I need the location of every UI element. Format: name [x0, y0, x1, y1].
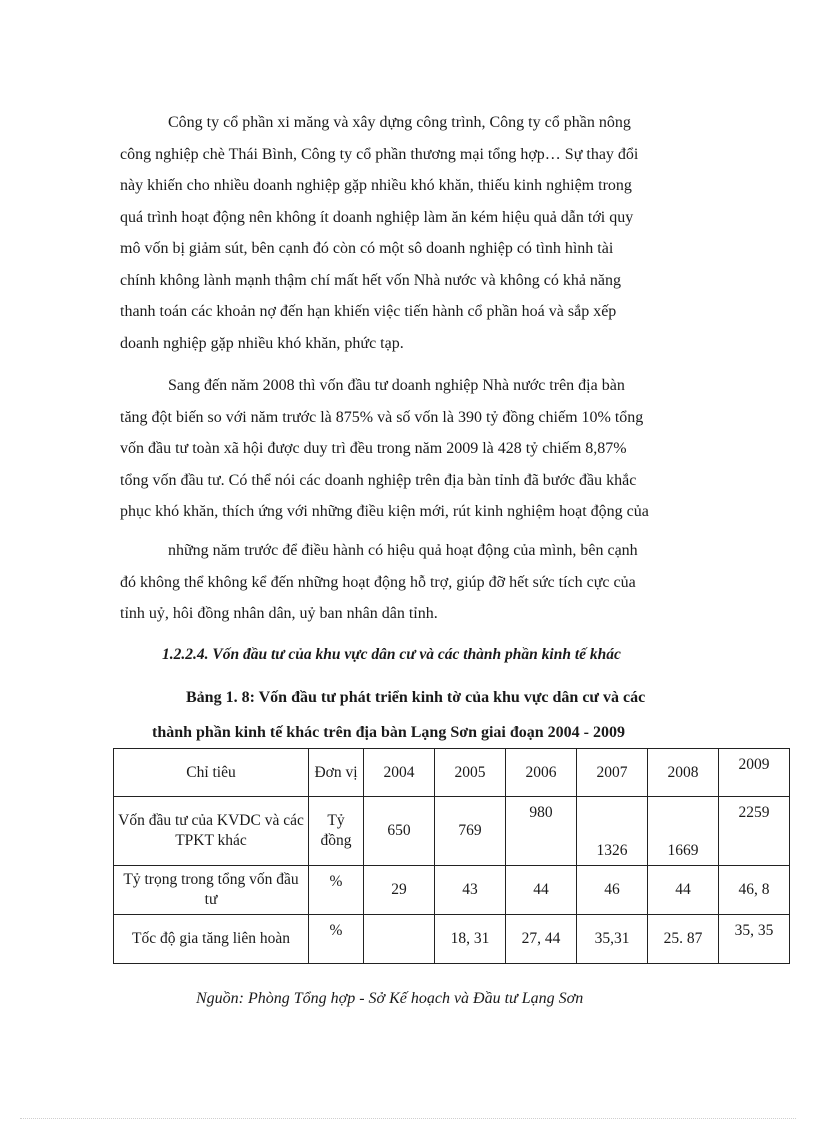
header-year: 2004 [364, 749, 435, 797]
section-heading: 1.2.2.4. Vốn đầu tư của khu vực dân cư và các thành phần kinh tế khác [162, 646, 621, 663]
paragraph-2 [120, 370, 696, 528]
page-bottom-divider [20, 1118, 796, 1119]
header-year: 2005 [435, 749, 506, 797]
header-unit: Đơn vị [309, 749, 364, 797]
row-unit: % [309, 915, 364, 964]
text-line: vốn đầu tư toàn xã hội được duy trì đều trong năm 2009 là 428 tỷ chiếm 8,87% [120, 440, 627, 457]
table-cell: 43 [435, 866, 506, 915]
text-line: công nghiệp chè Thái Bình, Công ty cổ phần thương mại tổng hợp… Sự thay đổi [120, 145, 639, 163]
table-cell: 46, 8 [719, 866, 790, 915]
text-line: doanh nghiệp gặp nhiều khó khăn, phức tạp. [120, 334, 404, 352]
paragraph-1 [120, 107, 696, 359]
row-indicator: Vốn đầu tư của KVDC và các TPKT khác [114, 797, 309, 866]
table-cell: 1326 [577, 797, 648, 866]
row-unit: % [309, 866, 364, 915]
table-caption-line: Bảng 1. 8: Vốn đầu tư phát triển kinh tờ của khu vực dân cư và các [186, 689, 646, 706]
text-line: đó không thể không kể đến những hoạt động hỗ trợ, giúp đỡ hết sức tích cực của [120, 573, 636, 591]
table-cell: 650 [364, 797, 435, 866]
table-cell: 769 [435, 797, 506, 866]
table-cell: 980 [506, 797, 577, 866]
header-year: 2008 [648, 749, 719, 797]
table-row [114, 866, 790, 915]
row-unit: Tỷ đồng [309, 797, 364, 866]
table-cell: 2259 [719, 797, 790, 866]
table-cell: 18, 31 [435, 915, 506, 964]
text-line: tỉnh uỷ, hôi đồng nhân dân, uỷ ban nhân dân tỉnh. [120, 605, 438, 622]
text-line: thanh toán các khoản nợ đến hạn khiến việc tiến hành cổ phần hoá và sắp xếp [120, 303, 617, 320]
data-table [113, 748, 790, 964]
text-line: Công ty cổ phần xi măng và xây dựng công trình, Công ty cổ phần nông [168, 114, 631, 131]
text-line: chính không lành mạnh thậm chí mất hết vốn Nhà nước và không có khả năng [120, 271, 622, 289]
header-indicator: Chỉ tiêu [114, 749, 309, 797]
table-row [114, 915, 790, 964]
table-caption-line: thành phần kinh tế khác trên địa bàn Lạng Sơn giai đoạn 2004 - 2009 [152, 724, 625, 741]
row-indicator: Tỷ trọng trong tổng vốn đầu tư [114, 866, 309, 915]
table-cell [364, 915, 435, 964]
text-line: những năm trước để điều hành có hiệu quả hoạt động của mình, bên cạnh [168, 542, 638, 559]
table-cell: 46 [577, 866, 648, 915]
table-header-row [114, 749, 790, 797]
table-cell: 27, 44 [506, 915, 577, 964]
text-line: Sang đến năm 2008 thì vốn đầu tư doanh nghiệp Nhà nước trên địa bàn [168, 377, 625, 394]
header-year: 2007 [577, 749, 648, 797]
table-row [114, 797, 790, 866]
row-indicator: Tốc độ gia tăng liên hoàn [114, 915, 309, 964]
header-year: 2009 [719, 749, 790, 797]
source-note: Nguồn: Phòng Tổng hợp - Sở Kế hoạch và Đầu tư Lạng Sơn [196, 990, 584, 1007]
text-line: mô vốn bị giảm sút, bên cạnh đó còn có một sô doanh nghiệp có tình hình tài [120, 240, 614, 257]
text-line: này khiến cho nhiều doanh nghiệp gặp nhiều khó khăn, thiếu kinh nghiệm trong [120, 177, 632, 194]
table-cell: 44 [506, 866, 577, 915]
table-cell: 29 [364, 866, 435, 915]
table-cell: 25. 87 [648, 915, 719, 964]
text-line: tổng vốn đầu tư. Có thể nói các doanh nghiệp trên địa bàn tỉnh đã bước đầu khắc [120, 471, 637, 489]
text-line: phục khó khăn, thích ứng với những điều kiện mới, rút kinh nghiệm hoạt động của [120, 503, 649, 520]
table-cell: 35,31 [577, 915, 648, 964]
header-year: 2006 [506, 749, 577, 797]
paragraph-3 [120, 535, 696, 630]
table-cell: 44 [648, 866, 719, 915]
table-caption [120, 680, 696, 750]
text-line: tăng đột biến so với năm trước là 875% và số vốn là 390 tỷ đồng chiếm 10% tổng [120, 408, 644, 426]
table-cell: 35, 35 [719, 915, 790, 964]
table-cell: 1669 [648, 797, 719, 866]
text-line: quá trình hoạt động nên không ít doanh nghiệp làm ăn kém hiệu quả dẫn tới quy [120, 208, 634, 226]
